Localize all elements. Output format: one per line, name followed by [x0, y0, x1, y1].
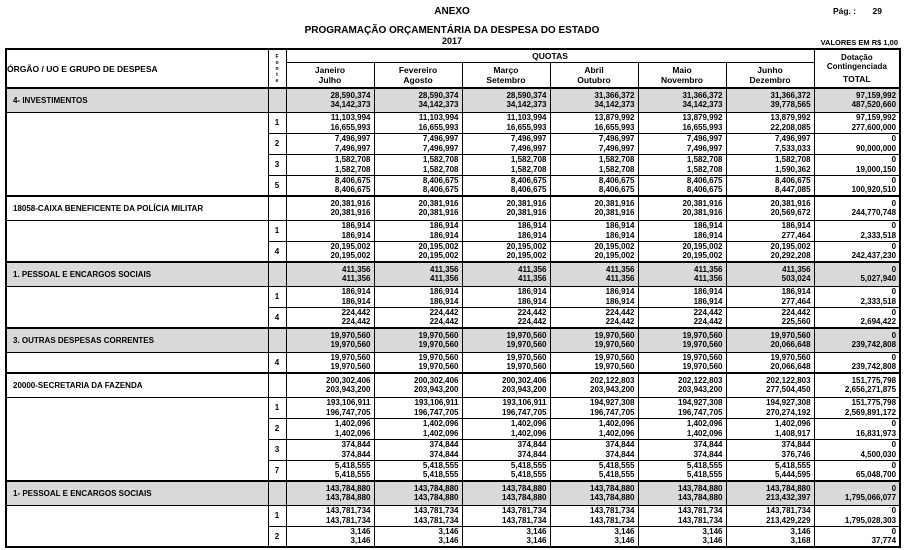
quota-cell: 143,784,880 143,784,880 [462, 481, 550, 505]
quota-cell: 143,781,734 143,781,734 [286, 505, 374, 526]
quota-cell: 193,106,911 196,747,705 [286, 397, 374, 418]
quota-cell: 186,914 186,914 [550, 286, 638, 307]
quota-cell: 20,195,002 20,292,208 [726, 241, 814, 262]
row-label-spacer [6, 397, 268, 481]
page-title: ANEXO [434, 6, 470, 17]
fonte-value: 2 [268, 418, 286, 439]
quota-cell: 7,496,997 7,496,997 [638, 133, 726, 154]
total-cell: 0 16,831,973 [814, 418, 900, 439]
quota-cell: 194,927,308 196,747,705 [550, 397, 638, 418]
section-row [6, 373, 900, 397]
table-body [6, 88, 900, 547]
fonte-value: 2 [268, 133, 286, 154]
quota-cell: 194,927,308 270,274,192 [726, 397, 814, 418]
quota-cell: 3,146 3,146 [462, 526, 550, 547]
quota-cell: 224,442 224,442 [286, 307, 374, 328]
total-cell: 0 2,694,422 [814, 307, 900, 328]
quota-cell: 3,146 3,146 [550, 526, 638, 547]
quota-cell: 202,122,803 203,943,200 [550, 373, 638, 397]
quota-cell: 1,582,708 1,590,362 [726, 154, 814, 175]
column-header-month-mar-set: Março Setembro [462, 62, 550, 88]
quota-cell: 202,122,803 277,504,450 [726, 373, 814, 397]
total-cell: 151,775,798 2,656,271,875 [814, 373, 900, 397]
quota-cell: 374,844 374,844 [374, 439, 462, 460]
quota-cell: 13,879,992 16,655,993 [638, 112, 726, 133]
row-label-spacer [6, 352, 268, 373]
total-cell: 0 100,920,510 [814, 175, 900, 196]
quota-cell: 11,103,994 16,655,993 [462, 112, 550, 133]
fonte-letter: o [275, 59, 279, 66]
column-header-fonte [268, 49, 286, 88]
quota-cell: 11,103,994 16,655,993 [286, 112, 374, 133]
quota-cell: 374,844 374,844 [462, 439, 550, 460]
fonte-value: 1 [268, 397, 286, 418]
fonte-value [268, 262, 286, 286]
quota-cell: 3,146 3,146 [374, 526, 462, 547]
quota-cell: 19,970,560 19,970,560 [286, 352, 374, 373]
quota-cell: 28,590,374 34,142,373 [462, 88, 550, 112]
quota-cell: 13,879,992 22,208,085 [726, 112, 814, 133]
quota-cell: 1,582,708 1,582,708 [286, 154, 374, 175]
quota-cell: 8,406,675 8,447,085 [726, 175, 814, 196]
total-cell: 0 2,333,518 [814, 220, 900, 241]
column-header-month-fev-ago: Fevereiro Agosto [374, 62, 462, 88]
quota-cell: 200,302,406 203,943,200 [374, 373, 462, 397]
quota-cell: 411,356 411,356 [638, 262, 726, 286]
quota-cell: 8,406,675 8,406,675 [286, 175, 374, 196]
fonte-value: 5 [268, 175, 286, 196]
quota-cell: 186,914 186,914 [286, 286, 374, 307]
quota-cell: 28,590,374 34,142,373 [286, 88, 374, 112]
fonte-value [268, 196, 286, 220]
quota-cell: 20,381,916 20,381,916 [374, 196, 462, 220]
total-header-line: Contingenciada [826, 62, 887, 71]
total-cell: 0 244,770,748 [814, 196, 900, 220]
total-cell: 0 242,437,230 [814, 241, 900, 262]
quota-cell: 1,402,096 1,402,096 [638, 418, 726, 439]
fonte-value: 7 [268, 460, 286, 481]
quota-cell: 411,356 411,356 [286, 262, 374, 286]
column-header-month-abr-out: Abril Outubro [550, 62, 638, 88]
page-number-label: Pág. : [833, 6, 857, 16]
quota-cell: 224,442 225,560 [726, 307, 814, 328]
quota-cell: 193,106,911 196,747,705 [374, 397, 462, 418]
currency-note: VALORES EM R$ 1,00 [820, 38, 898, 47]
quota-cell: 7,496,997 7,533,033 [726, 133, 814, 154]
quota-cell: 11,103,994 16,655,993 [374, 112, 462, 133]
quota-cell: 8,406,675 8,406,675 [462, 175, 550, 196]
quota-cell: 8,406,675 8,406,675 [550, 175, 638, 196]
quota-cell: 143,784,880 213,432,397 [726, 481, 814, 505]
quota-cell: 20,195,002 20,195,002 [638, 241, 726, 262]
quota-cell: 5,418,555 5,444,595 [726, 460, 814, 481]
fonte-row [6, 352, 900, 373]
quota-cell: 224,442 224,442 [374, 307, 462, 328]
quota-cell: 224,442 224,442 [638, 307, 726, 328]
quota-cell: 411,356 503,024 [726, 262, 814, 286]
quota-cell: 143,784,880 143,784,880 [374, 481, 462, 505]
quota-cell: 186,914 186,914 [638, 286, 726, 307]
quota-cell: 186,914 186,914 [462, 220, 550, 241]
fonte-value [268, 328, 286, 352]
budget-table [5, 48, 901, 548]
quota-cell: 19,970,560 19,970,560 [550, 352, 638, 373]
quota-cell: 19,970,560 19,970,560 [374, 352, 462, 373]
row-label: 20000-SECRETARIA DA FAZENDA [6, 373, 268, 397]
quota-cell: 411,356 411,356 [550, 262, 638, 286]
quota-cell: 13,879,992 16,655,993 [550, 112, 638, 133]
quota-cell: 374,844 374,844 [550, 439, 638, 460]
quota-cell: 20,381,916 20,381,916 [286, 196, 374, 220]
fonte-letter: e [275, 77, 279, 84]
document-title: PROGRAMAÇÃO ORÇAMENTÁRIA DA DESPESA DO ESTADO [304, 25, 600, 36]
quota-cell: 7,496,997 7,496,997 [374, 133, 462, 154]
fonte-value: 4 [268, 307, 286, 328]
quota-cell: 1,582,708 1,582,708 [462, 154, 550, 175]
quota-cell: 374,844 374,844 [286, 439, 374, 460]
quota-cell: 202,122,803 203,943,200 [638, 373, 726, 397]
quota-cell: 186,914 277,464 [726, 286, 814, 307]
quota-cell: 143,781,734 143,781,734 [462, 505, 550, 526]
quota-cell: 186,914 277,464 [726, 220, 814, 241]
quota-cell: 5,418,555 5,418,555 [462, 460, 550, 481]
fonte-row [6, 220, 900, 241]
quota-cell: 411,356 411,356 [374, 262, 462, 286]
quota-cell: 143,781,734 213,429,229 [726, 505, 814, 526]
quota-cell: 20,195,002 20,195,002 [462, 241, 550, 262]
quota-cell: 20,195,002 20,195,002 [286, 241, 374, 262]
fonte-row [6, 505, 900, 526]
quota-cell: 200,302,406 203,943,200 [286, 373, 374, 397]
row-label: 18058-CAIXA BENEFICENTE DA POLÍCIA MILITAR [6, 196, 268, 220]
fonte-value: 1 [268, 112, 286, 133]
quota-cell: 7,496,997 7,496,997 [462, 133, 550, 154]
row-label: 1- PESSOAL E ENCARGOS SOCIAIS [6, 481, 268, 505]
quota-cell: 143,784,880 143,784,880 [286, 481, 374, 505]
fonte-row [6, 112, 900, 133]
fonte-value: 4 [268, 241, 286, 262]
section-row [6, 262, 900, 286]
quota-cell: 19,970,560 19,970,560 [462, 328, 550, 352]
total-header-line: Dotação [841, 53, 873, 62]
table-header [6, 49, 900, 88]
quota-cell: 19,970,560 19,970,560 [286, 328, 374, 352]
quota-cell: 194,927,308 196,747,705 [638, 397, 726, 418]
total-cell: 0 4,500,030 [814, 439, 900, 460]
total-cell: 0 1,795,066,077 [814, 481, 900, 505]
quota-cell: 19,970,560 19,970,560 [638, 328, 726, 352]
fonte-letter: F [275, 53, 279, 60]
quota-cell: 1,582,708 1,582,708 [550, 154, 638, 175]
quota-cell: 1,582,708 1,582,708 [638, 154, 726, 175]
column-header-month-jan-jul: Janeiro Julho [286, 62, 374, 88]
quota-cell: 19,970,560 19,970,560 [374, 328, 462, 352]
quota-cell: 143,784,880 143,784,880 [550, 481, 638, 505]
fonte-value: 1 [268, 286, 286, 307]
quota-cell: 186,914 186,914 [374, 286, 462, 307]
quota-cell: 7,496,997 7,496,997 [286, 133, 374, 154]
fonte-value: 1 [268, 505, 286, 526]
fonte-value [268, 373, 286, 397]
total-cell: 97,159,992 277,600,000 [814, 112, 900, 133]
quota-cell: 28,590,374 34,142,373 [374, 88, 462, 112]
quota-cell: 5,418,555 5,418,555 [286, 460, 374, 481]
section-row [6, 481, 900, 505]
quota-cell: 31,366,372 34,142,373 [638, 88, 726, 112]
total-cell: 0 19,000,150 [814, 154, 900, 175]
quota-cell: 186,914 186,914 [286, 220, 374, 241]
column-header-orgao: ÓRGÃO / UO E GRUPO DE DESPESA [6, 49, 268, 88]
quota-cell: 19,970,560 19,970,560 [462, 352, 550, 373]
column-header-total [814, 49, 900, 88]
fonte-value: 2 [268, 526, 286, 547]
row-label: 3. OUTRAS DESPESAS CORRENTES [6, 328, 268, 352]
row-label-spacer [6, 112, 268, 196]
row-label: 4- INVESTIMENTOS [6, 88, 268, 112]
document-year: 2017 [441, 36, 463, 46]
quota-cell: 5,418,555 5,418,555 [374, 460, 462, 481]
fonte-value [268, 88, 286, 112]
total-cell: 151,775,798 2,569,891,172 [814, 397, 900, 418]
quota-cell: 143,781,734 143,781,734 [374, 505, 462, 526]
quota-cell: 411,356 411,356 [462, 262, 550, 286]
total-cell: 0 2,333,518 [814, 286, 900, 307]
page-number-value: 29 [872, 6, 882, 16]
section-row [6, 196, 900, 220]
total-cell: 0 239,742,808 [814, 328, 900, 352]
quota-cell: 19,970,560 19,970,560 [638, 352, 726, 373]
total-cell: 0 1,795,028,303 [814, 505, 900, 526]
quota-cell: 143,781,734 143,781,734 [550, 505, 638, 526]
quota-cell: 374,844 376,746 [726, 439, 814, 460]
row-label: 1. PESSOAL E ENCARGOS SOCIAIS [6, 262, 268, 286]
quota-cell: 31,366,372 34,142,373 [550, 88, 638, 112]
quota-cell: 143,784,880 143,784,880 [638, 481, 726, 505]
quota-cell: 20,195,002 20,195,002 [374, 241, 462, 262]
total-cell: 0 90,000,000 [814, 133, 900, 154]
quota-cell: 1,402,096 1,402,096 [286, 418, 374, 439]
row-label-spacer [6, 220, 268, 262]
quota-cell: 1,402,096 1,402,096 [462, 418, 550, 439]
column-header-quotas: QUOTAS [286, 49, 814, 62]
quota-cell: 374,844 374,844 [638, 439, 726, 460]
quota-cell: 3,146 3,146 [286, 526, 374, 547]
total-cell: 0 37,774 [814, 526, 900, 547]
quota-cell: 1,402,096 1,408,917 [726, 418, 814, 439]
fonte-letter: t [276, 71, 278, 78]
fonte-value: 1 [268, 220, 286, 241]
quota-cell: 8,406,675 8,406,675 [638, 175, 726, 196]
quota-cell: 20,381,916 20,381,916 [638, 196, 726, 220]
total-header-line: TOTAL [843, 74, 871, 84]
fonte-letter: n [275, 65, 279, 72]
page-number [833, 6, 882, 16]
quota-cell: 3,146 3,168 [726, 526, 814, 547]
quota-cell: 20,381,916 20,381,916 [550, 196, 638, 220]
row-label-spacer [6, 505, 268, 547]
quota-cell: 20,195,002 20,195,002 [550, 241, 638, 262]
quota-cell: 1,582,708 1,582,708 [374, 154, 462, 175]
section-row [6, 328, 900, 352]
total-cell: 0 5,027,940 [814, 262, 900, 286]
quota-cell: 8,406,675 8,406,675 [374, 175, 462, 196]
quota-cell: 224,442 224,442 [550, 307, 638, 328]
quota-cell: 5,418,555 5,418,555 [638, 460, 726, 481]
quota-cell: 143,781,734 143,781,734 [638, 505, 726, 526]
fonte-value: 4 [268, 352, 286, 373]
quota-cell: 186,914 186,914 [462, 286, 550, 307]
column-header-month-jun-dez: Junho Dezembro [726, 62, 814, 88]
quota-cell: 20,381,916 20,381,916 [462, 196, 550, 220]
quota-cell: 5,418,555 5,418,555 [550, 460, 638, 481]
quota-cell: 1,402,096 1,402,096 [550, 418, 638, 439]
fonte-row [6, 286, 900, 307]
quota-cell: 7,496,997 7,496,997 [550, 133, 638, 154]
fonte-value: 3 [268, 439, 286, 460]
fonte-row [6, 397, 900, 418]
quota-cell: 186,914 186,914 [638, 220, 726, 241]
total-cell: 97,159,992 487,520,660 [814, 88, 900, 112]
quota-cell: 186,914 186,914 [550, 220, 638, 241]
section-row [6, 88, 900, 112]
quota-cell: 3,146 3,146 [638, 526, 726, 547]
quota-cell: 20,381,916 20,569,672 [726, 196, 814, 220]
quota-cell: 31,366,372 39,778,565 [726, 88, 814, 112]
total-cell: 0 239,742,808 [814, 352, 900, 373]
quota-cell: 1,402,096 1,402,096 [374, 418, 462, 439]
row-label-spacer [6, 286, 268, 328]
quota-cell: 200,302,406 203,943,200 [462, 373, 550, 397]
quota-cell: 193,106,911 196,747,705 [462, 397, 550, 418]
quota-cell: 186,914 186,914 [374, 220, 462, 241]
quota-cell: 19,970,560 20,066,648 [726, 352, 814, 373]
fonte-value: 3 [268, 154, 286, 175]
total-cell: 0 65,048,700 [814, 460, 900, 481]
quota-cell: 19,970,560 19,970,560 [550, 328, 638, 352]
fonte-value [268, 481, 286, 505]
column-header-month-mai-nov: Maio Novembro [638, 62, 726, 88]
quota-cell: 19,970,560 20,066,648 [726, 328, 814, 352]
quota-cell: 224,442 224,442 [462, 307, 550, 328]
